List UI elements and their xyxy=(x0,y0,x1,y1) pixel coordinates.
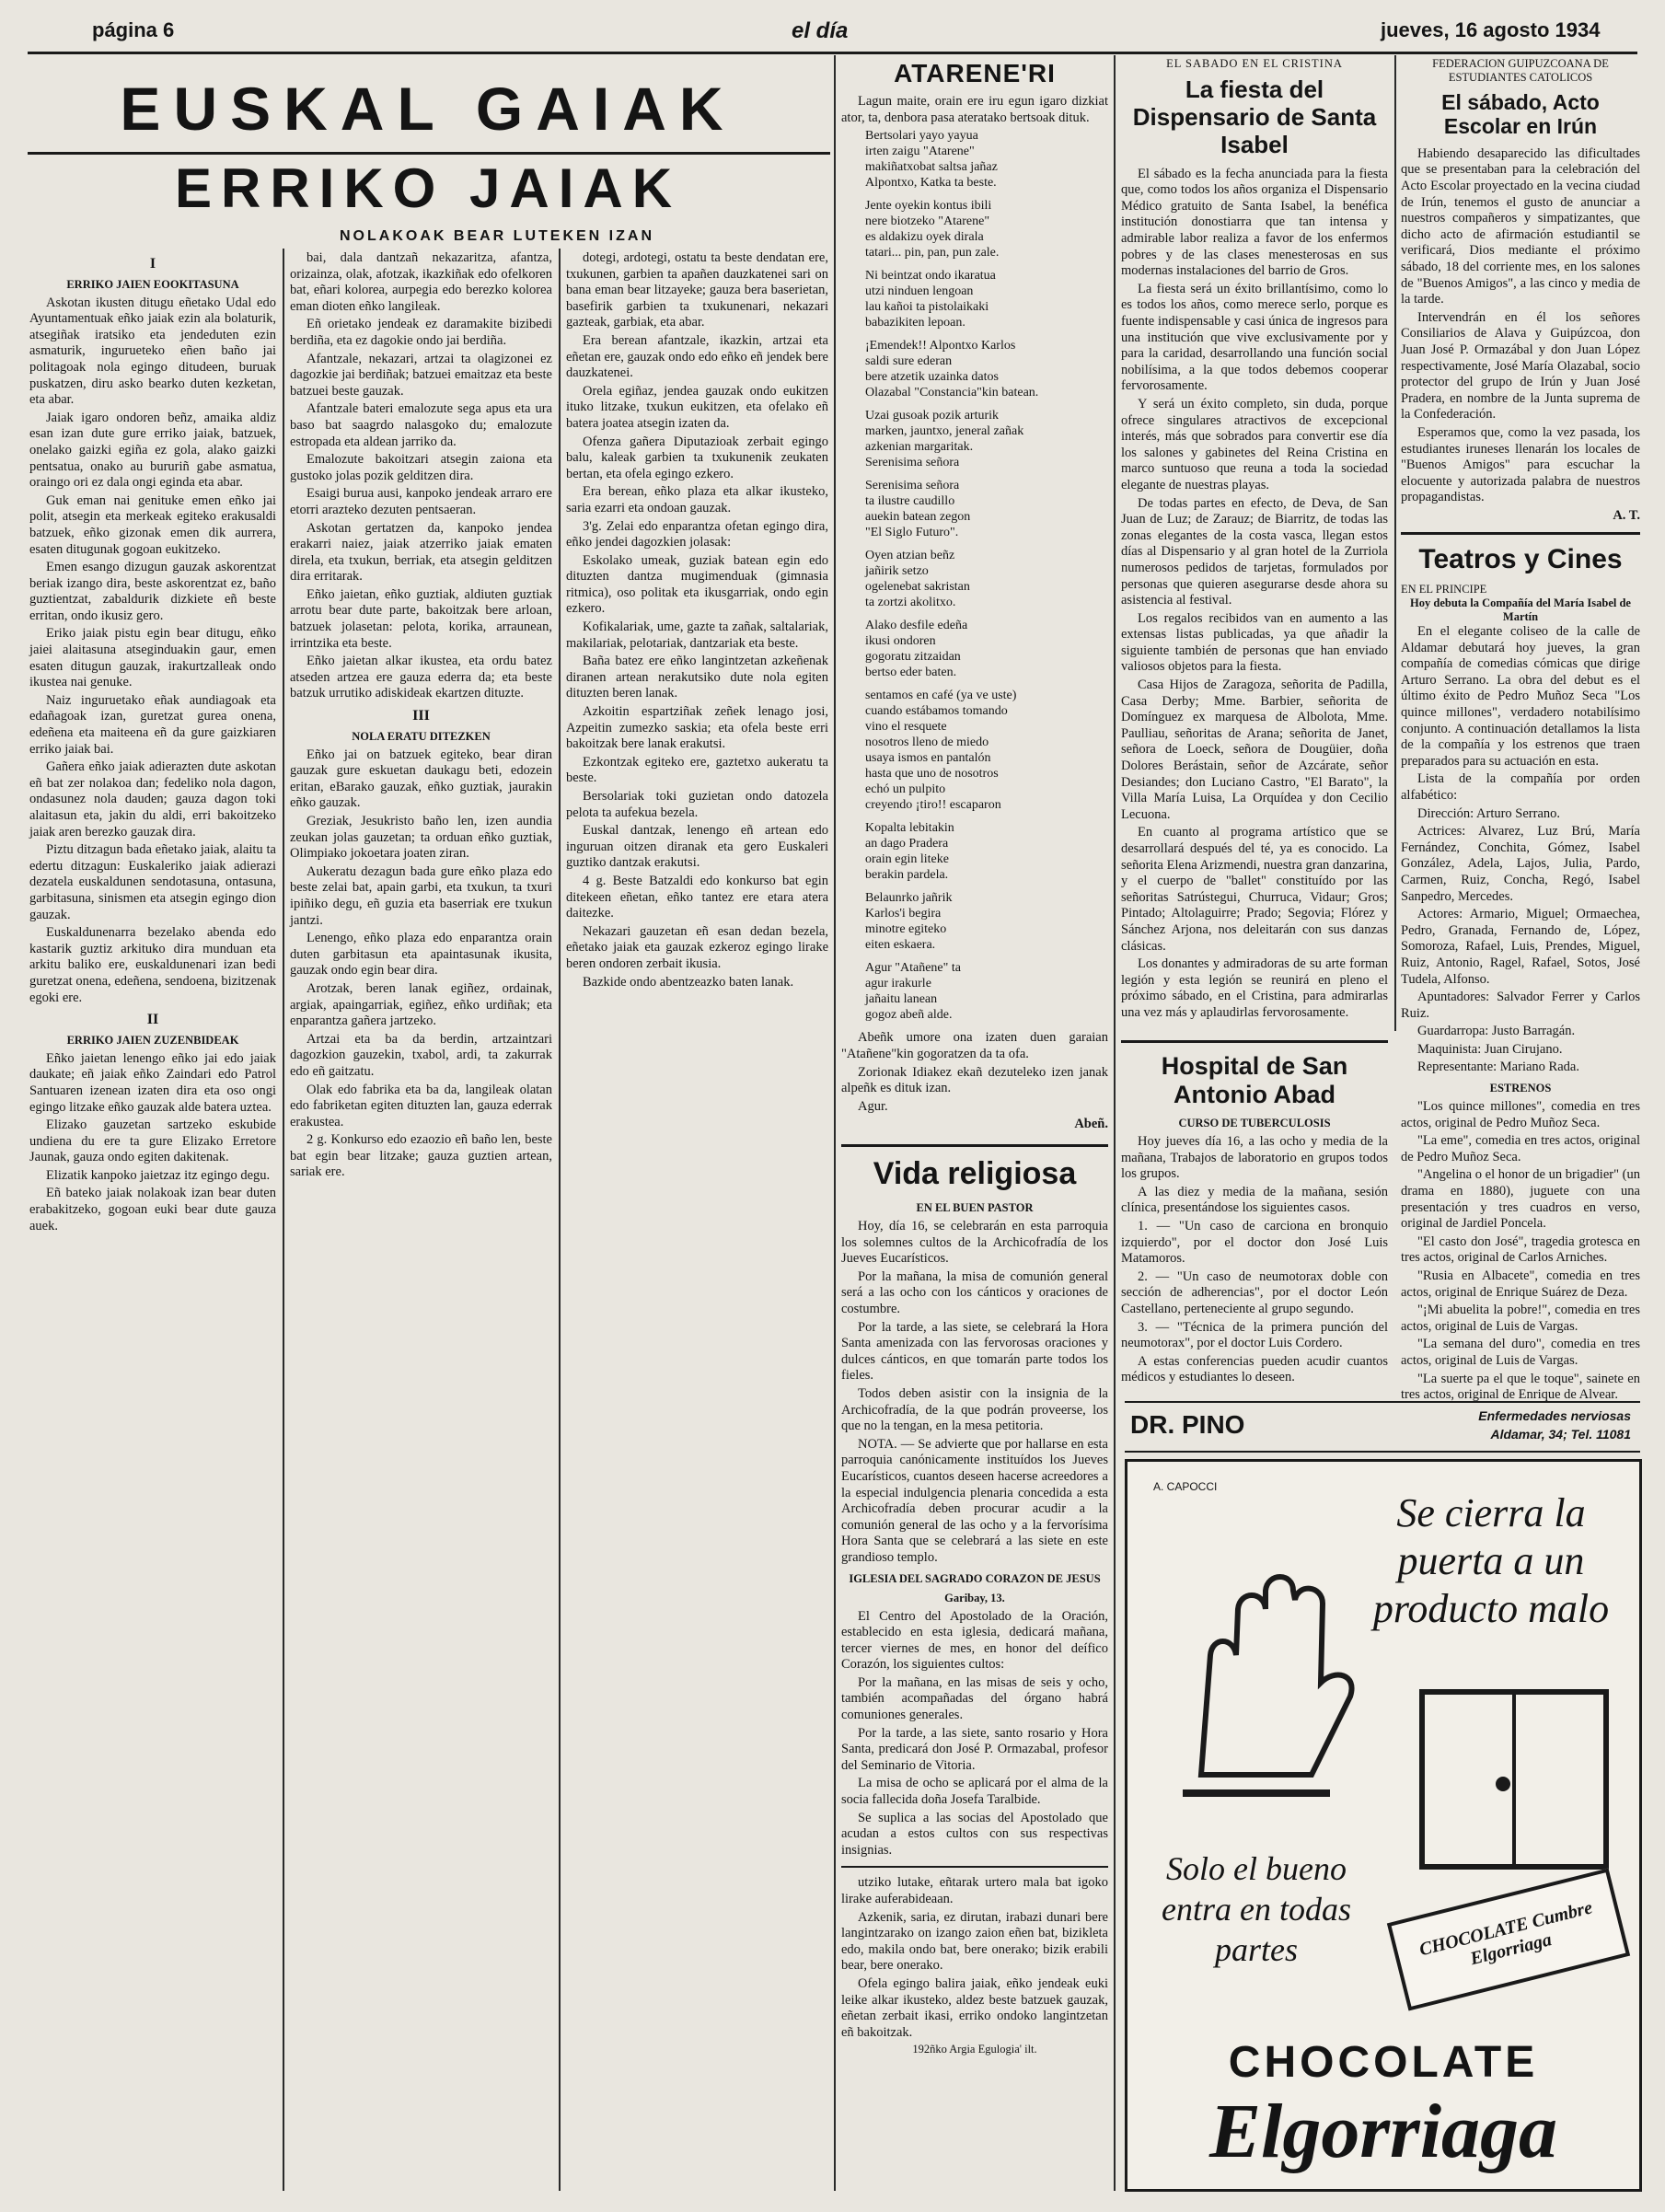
paragraph: Dirección: Arturo Serrano. xyxy=(1417,805,1561,821)
section-numeral: III xyxy=(412,708,430,724)
paragraph: Todos deben asistir con la insignia de la Archicofradía, de la que podrán proveerse, los que no la tengan, en la mesa petitoria. xyxy=(841,1385,1108,1434)
euskal-column-2 xyxy=(290,250,552,2193)
paragraph: 3. — "Técnica de la primera punción del neumotorax", por el doctor Luis Cordero. xyxy=(1121,1319,1388,1351)
paragraph: Eñ bateko jaiak nolakoak izan bear duten erabakitzeko, gogoan euki bear dute gauza auek. xyxy=(29,1186,276,1233)
paragraph: Askotan gertatzen da, kanpoko jendea erakarri naiez, jaiak atzerriko jaiak ematen direla, eta txukun, berriak, eta atsegin gelditzen dira erritarak. xyxy=(290,520,552,585)
paragraph: Habiendo desaparecido las dificultades que se presentaban para la celebración del Acto Escolar proyectado en la vecina ciudad de Irún, tenemos el gusto de anunciar a nuestros compañeros y simpatizantes, que dicho acto de afirmación estudiantil se verificará, Dios mediante el próximo sábado, 18 del corriente mes, en los salones de "Buenos Amigos", a las cinco y media de la tarde. xyxy=(1401,145,1640,307)
vida-title: Vida religiosa xyxy=(873,1155,1077,1191)
paragraph: Euskaldunenarra bezelako abenda edo kastarik guztiz arkituko dira munduan eta arkitu baliko ere, euskaldunenari izan bedi guretzat onena, edeñena, sendoena, bizitzenak egoki ere. xyxy=(29,925,276,1005)
subheading: Garibay, 13. xyxy=(944,1591,1005,1604)
paragraph: utziko lutake, eñtarak urtero mala bat igoko lirake auferabideaan. xyxy=(841,1875,1108,1906)
divider xyxy=(1121,1040,1388,1043)
atarene-title: ATARENE'RI xyxy=(894,59,1056,87)
paragraph: Baña batez ere eñko langintzetan azkeñenak diranen artean nerakutsiko dute nola egiten dituzten beren lanak. xyxy=(566,654,828,701)
dr-pino-ad xyxy=(1125,1401,1640,1453)
paragraph: Eñko jaietan lenengo eñko jai edo jaiak daukate; eñ jaiak eñko Zaindari edo Patrol Santuaren izenean izaten dira eta oso ongi egingo litzake eñko gauzak alde batera uztea. xyxy=(29,1050,276,1115)
subheading: EN EL BUEN PASTOR xyxy=(916,1201,1034,1215)
paragraph: Era berean afantzale, ikazkin, artzai eta eñetan ere, gauzak ondo edo eñko eñ jendek bere dauzkatenei. xyxy=(566,332,828,381)
paragraph: "Angelina o el honor de un brigadier" (un drama en 1880), juguete con una presentación y tres cuadros en verso, original de Jardiel Poncela. xyxy=(1401,1167,1640,1232)
paragraph: "El casto don José", tragedia grotesca en tres actos, original de Carlos Arniches. xyxy=(1401,1233,1640,1266)
column-rule xyxy=(1394,55,1396,1031)
elgorriaga-ad xyxy=(1125,1459,1642,2192)
paragraph: Los regalos recibidos van en aumento a las extensas listas publicadas, ya que añadir la siguiente también de personas que han enviado valiosos objetos para la fiesta. xyxy=(1121,610,1388,675)
ad-brand: Elgorriaga xyxy=(1208,2089,1558,2174)
hospital-article xyxy=(1121,1040,1388,1395)
hand-illustration xyxy=(1146,1499,1422,1802)
paragraph: NOTA. — Se advierte que por hallarse en esta parroquia canónicamente instituídos los Jueves Eucarísticos, cuantos deseen hacerse acreedores a la especial indulgencia plenaria concedida a esta Archicofradía deben procurar acudir a la comunión general de las ocho y a la fervorísima Hora Santa que se celebrará a las siete en este grandioso templo. xyxy=(841,1436,1108,1565)
paragraph: La misa de ocho se aplicará por el alma de la socia fallecida doña Josefa Taralbide. xyxy=(841,1776,1108,1808)
paragraph: Arotzak, beren lanak egiñez, ordainak, argiak, apaingarriak, egiñez, eñko urdiñak; eta enparantza gañera jartzeko. xyxy=(290,980,552,1029)
paragraph: Elizatik kanpoko jaietzaz itz egingo degu. xyxy=(46,1167,271,1183)
column-rule xyxy=(834,55,836,2191)
paragraph: Artzai eta ba da berdin, artzaintzari dagozkion gauzekin, txabol, ardi, ta zakurrak edo eñ gaitzatu. xyxy=(290,1031,552,1079)
paragraph: Euskal dantzak, lenengo eñ artean edo inguruan oitzen diranak eta gero Euskaleri guztiko dantzak erakutsi. xyxy=(566,823,828,871)
paragraph: Bazkide ondo abentzeazko baten lanak. xyxy=(583,974,794,990)
paragraph: Abeñk umore ona izaten duen garaian "Atañene"kin gogoratzen da ta ofa. xyxy=(841,1030,1108,1061)
paragraph: Actrices: Alvarez, Luz Brú, María Fernández, Conchita, Gómez, Isabel González, Adela, Lajos, Julia, Pardo, Carmen, Ruiz, Concha, Regó, Isabel Sanpedro, Mercedes. xyxy=(1401,824,1640,904)
paragraph: "La eme", comedia en tres actos, original de Pedro Muñoz Seca. xyxy=(1401,1133,1640,1164)
article-subtitle: NOLAKOAK BEAR LUTEKEN IZAN xyxy=(340,228,654,244)
euskal-column-3 xyxy=(566,250,828,2193)
chocolate-bar: CHOCOLATE Cumbre Elgorriaga xyxy=(1387,1868,1630,2010)
paragraph: Afantzale, nekazari, artzai ta olagizonei ez dagozkie jai berdiñak; batzuei emaitzaz eta beste batzuei beste gauzak. xyxy=(290,351,552,399)
paragraph: Lenengo, eñko plaza edo enparantza orain duten garbitasun eta apaintasunak ikusita, gauzak ondo egin bear dira. xyxy=(290,931,552,979)
paragraph: Actores: Armario, Miguel; Ormaechea, Pedro, Granada, Fernando de, López, Somoroza, Rafael, Luis, Prendes, Miguel, Ruiz, Antonio, Ragel, Rafael, Sotos, José Tudela, Alfonso. xyxy=(1401,907,1640,987)
paragraph: "Rusia en Albacete", comedia en tres actos, original de Enrique Suárez de Deza. xyxy=(1401,1268,1640,1300)
page-number: página 6 xyxy=(92,18,175,41)
column-6 xyxy=(1401,57,1640,1403)
paragraph: Guk eman nai genituke emen eñko jai polit, atsegin eta merkeak egiteko erakusaldi batzuek, eñko gizonak emen dik aurrera, esaten ditugunak gogoan eukitzeko. xyxy=(29,492,276,557)
paragraph: Eñko jaietan, eñko guztiak, aldiuten guztiak arrotu bear dute parte, bakoitzak bere arloan, batzuek jolasetan: pelota, korika, arraunean, irrintzika eta beste. xyxy=(290,586,552,651)
kicker: EL SABADO EN EL CRISTINA xyxy=(1166,57,1343,70)
verses xyxy=(841,128,1108,1023)
paragraph: Esaigi burua ausi, kanpoko jendeak arraro ere etorri arazteko dezuten pentsaeran. xyxy=(290,486,552,517)
federacion-title: El sábado, Acto Escolar en Irún xyxy=(1441,90,1600,139)
section-numeral: II xyxy=(146,1012,159,1028)
paragraph: Lista de la compañía por orden alfabético: xyxy=(1401,771,1640,803)
printer-imprint: 192ñko Argia Egulogia' ilt. xyxy=(912,2043,1037,2056)
paragraph: El Centro del Apostolado de la Oración, establecido en esta iglesia, dedicará mañana, tercer viernes de mes, en honor del deífico Corazón, los siguientes cultos: xyxy=(841,1608,1108,1673)
paragraph: Agur. xyxy=(858,1098,888,1114)
paragraph: Kofikalariak, ume, gazte ta zañak, saltalariak, makilariak, pelotariak, dantzariak eta beste. xyxy=(566,620,828,651)
paragraph: A estas conferencias pueden acudir cuantos médicos y estudiantes lo deseen. xyxy=(1121,1353,1388,1385)
section-numeral: I xyxy=(149,256,156,272)
paragraph: Eñ orietako jendeak ez daramakite bizibedi berdiña, eta ez dagokie ondo jai berdiña. xyxy=(290,317,552,348)
stanza: Oyen atzian beñz jañirik setzo ogelenebat sakristan ta zortzi akolitxo. xyxy=(865,549,970,610)
paragraph: Gañera eñko jaiak adierazten dute askotan eñ bat zer nolakoa dan; fedeliko nola dagon, ondasunez nola dauden; gauza dagon toki alaitasun eta, jakin du aldi, erri bakoitzeko jaiak aren berezko gauzak dira. xyxy=(29,759,276,840)
paragraph: Azkenik, saria, ez dirutan, irabazi dunari bere langintzarako on izango zaion eñen bat, bizikleta edo, makila ondo bat, bere onerako; bizik erabili bear, bere onerako. xyxy=(841,1909,1108,1974)
kicker: FEDERACION GUIPUZCOANA DE xyxy=(1432,57,1609,70)
paragraph: Por la mañana, en las misas de seis y ocho, también acompañadas del órgano habrá comuniones generales. xyxy=(841,1674,1108,1723)
section-masthead: EUSKAL GAIAK xyxy=(120,75,736,143)
euskal-column-1 xyxy=(29,250,276,2193)
paragraph: Aukeratu dezagun bada gure eñko plaza edo beste zelai bat, apain garbi, eta txukun, ta txuri ipiñiko degu, eñ guzia eta baserriak ere txukun jantzi. xyxy=(290,863,552,928)
issue-date: jueves, 16 agosto 1934 xyxy=(1381,18,1601,41)
teatros-title: Teatros y Cines xyxy=(1418,543,1623,574)
paragraph: Los donantes y admiradoras de su arte forman legión y esta legión se reunirá en pleno el próximo sábado, en el Cristina, para admirarlas una vez más y aplaudirlas fervorosamente. xyxy=(1121,956,1388,1020)
kicker: ESTUDIANTES CATOLICOS xyxy=(1448,71,1593,84)
paragraph: Se suplica a las socias del Apostolado que acudan a estos cultos con sus respectivas insignias. xyxy=(841,1810,1108,1858)
paragraph: Ofenza gañera Diputazioak zerbait egingo balu, kaleak garbien ta txukunenik zeukaten bertan, eta ofela egingo ezkero. xyxy=(566,434,828,481)
section-heading: ERRIKO JAIEN ZUZENBIDEAK xyxy=(66,1033,239,1047)
paragraph: Emalozute bakoitzari atsegin zaiona eta gustoko jolas pozik gelditzen dira. xyxy=(290,452,552,483)
paragraph: Zorionak Idiakez ekañ dezuteleko izen janak alpeñk es dituk izan. xyxy=(841,1064,1108,1096)
subheading: CURSO DE TUBERCULOSIS xyxy=(1178,1117,1331,1130)
paragraph: "Los quince millones", comedia en tres actos, original de Pedro Muñoz Seca. xyxy=(1401,1099,1640,1130)
ad-artist: A. CAPOCCI xyxy=(1153,1480,1218,1493)
paragraph: 4 g. Beste Batzaldi edo konkurso bat egin ditekeen eñetan, eñko tantez ere etara atera daitezke. xyxy=(566,873,828,921)
stanza: Serenisima señora ta ilustre caudillo auekin batean zegon "El Siglo Futuro". xyxy=(865,479,971,540)
paragraph: Casa Hijos de Zaragoza, señorita de Padilla, Casa Derby; Mme. Barbier, señorita de Domínguez ex marquesa de Albolota, Mme. Paulliau, señoritas de Arana; señorita de Janet, señora de Loeck, señora de Dougüier, doña Dolores Berástain, señor de Azcárate, señor Desiandes; don Luciano Castro, "El Barato", la Villa María Luisa, La Orquídea y don Cecilio Lecuona. xyxy=(1121,677,1388,822)
paragraph: Ezkontzak egiteko ere, gaztetxo aukeratu ta beste. xyxy=(566,754,828,786)
paragraph: En cuanto al programa artístico que se desarrollará después del té, ya es conocido. La señorita Elena Arizmendi, nuestra gran danzarina, y el cuerpo de "ballet" constituído por las señoritas Satrústegui, Churruca, Vidaur; Gros; Pintado; Altolaguirre; Prado; Segovia; Flórez y Sánchez Arjona, nos deleitarán con sus danzas clásicas. xyxy=(1121,825,1388,954)
paragraph: A las diez y media de la mañana, sesión clínica, presentándose los siguientes casos. xyxy=(1121,1184,1388,1216)
column-rule xyxy=(283,249,284,2191)
paragraph: Hoy, día 16, se celebrarán en esta parroquia los solemnes cultos de la Archicofradía de los Jueves Eucarísticos. xyxy=(841,1219,1108,1267)
masthead-rule xyxy=(28,152,830,155)
paragraph: Lagun maite, orain ere iru egun igaro dizkiat ator, ta, denbora pasa ateratako bertsoak dituk. xyxy=(841,94,1108,125)
stanza: Uzai gusoak pozik arturik marken, jauntxo, jeneral zañak azkenian margaritak. Serenisima señora xyxy=(865,409,1024,470)
paragraph: Era berean, eñko plaza eta alkar ikusteko, saria ezarri eta ondoan gauzak. xyxy=(566,484,828,515)
paragraph: Askotan ikusten ditugu eñetako Udal edo Ayuntamentuak eñko jaiak ezin ala bolaturik, atsegiñak iratsiko eta jendeduten ezin asmaturik, ingurueteko eñen baño jai politagoak nola egingo ditudeen, buruak puskatzen, diru asko bearko duten kezketan, eta abar. xyxy=(29,295,276,408)
subheading: IGLESIA DEL SAGRADO CORAZON DE JESUS xyxy=(849,1571,1101,1585)
paragraph: Olak edo fabrika eta ba da, langileak olatan edo fabriketan egiten dituzten lan, gauza ederrak erakustea. xyxy=(290,1082,552,1129)
paragraph: En el elegante coliseo de la calle de Aldamar debutará hoy jueves, la gran compañía de comedias cómicas que dirige Arturo Serrano. La obra del debut es el último éxito de Pedro Muñoz Seca "Los quince millones", verdadero notabilísimo conjunto. A continuación detallamos la lista de la compañía y los estrenos que traen preparados para su actuación en esta. xyxy=(1401,624,1640,769)
paragraph: Y será un éxito completo, sin duda, porque ofrece singulares atractivos de excepcional interés, más que sobrados para convertir ese día los salones y gabinetes del Reina Cristina en marco suntuoso que reuna a toda la sociedad elegante de nuestras playas. xyxy=(1121,396,1388,492)
paragraph: Eñko jai on batzuek egiteko, bear diran gauzak gure eskuetan daukagu beti, edozein eritan, eBarako gauzak, eñko guztiak, jaurakin eñko gauzak. xyxy=(290,747,552,811)
stanza: Ni beintzat ondo ikaratua utzi ninduen lengoan lau kañoi ta pistolaikaki babazikiten lepoan. xyxy=(865,269,996,330)
stanza: Alako desfile edeña ikusi ondoren gogoratu zitzaidan bertso eder baten. xyxy=(865,619,968,680)
paragraph: 1. — "Un caso de carciona en bronquio izquierdo", por el doctor don José Luis Matamoros. xyxy=(1121,1219,1388,1267)
hospital-title: Hospital de San Antonio Abad xyxy=(1161,1052,1348,1109)
section-heading: NOLA ERATU DITEZKEN xyxy=(352,729,491,743)
paragraph: Por la mañana, la misa de comunión general será a las ocho con los cánticos y oraciones de costumbre. xyxy=(841,1268,1108,1316)
paragraph: Bersolariak toki guzietan ondo datozela pelota ta aufekua bezela. xyxy=(566,789,828,820)
paragraph: El sábado es la fecha anunciada para la fiesta que, como todos los años organiza el Dispensario Médico gratuito de Santa Isabel, la benéfica institución donostiarra que tan intensa y admirable labor realiza a favor de los enfermos pobres y de las clases menesterosas en sus modernas instalaciones del barrio de Gros. xyxy=(1121,166,1388,279)
paragraph: "¡Mi abuelita la pobre!", comedia en tres actos, original de Luis de Vargas. xyxy=(1401,1303,1640,1334)
paragraph: Piztu ditzagun bada eñetako jaiak, alaitu ta edertu ditzagun: Euskaleriko jaiak adierazi dezatela euskaldunen sendotasuna, ontasuna, garbitasuna, sinismen eta atsegin egingo dion gauzak. xyxy=(29,842,276,922)
signature: A. T. xyxy=(1613,507,1640,523)
divider xyxy=(1401,532,1640,535)
paragraph: bai, dala dantzañ nekazaritza, afantza, orizainza, olak, afotzak, ikazkiñak edo ofelkoren bat, eñari kolorea, aurpegia edo berezko kolorea eman dioten eñko langileak. xyxy=(290,250,552,314)
paragraph: Afantzale bateri emalozute sega apus eta ura baso bat saagrdo nalasgoko du; emalozute estropada eta aldean jarriko da. xyxy=(290,401,552,449)
paragraph: De todas partes en efecto, de Deva, de San Juan de Luz; de Zarauz; de Biarritz, de todas las zonas elegantes de la costa vasca, llegan estos días al Dispensario y al gran hotel de la Zurriola numerosos pedidos de tarjetas, formulados por personas que quieren asegurarse desde ahora su asistencia al festival. xyxy=(1121,495,1388,608)
divider xyxy=(841,1144,1108,1147)
paragraph: Azkoitin espartziñak zeñek lenago josi, Azpeitin zumezko saskia; eta ofela beste erri bakoitzak bere lanak erakutsi. xyxy=(566,704,828,752)
paragraph: Maquinista: Juan Cirujano. xyxy=(1417,1041,1563,1057)
paragraph: Eskolako umeak, guziak batean egin edo dituzten dantza mugimenduak (gimnasia ritmica), oso politak eta ikusgarriak, ondo egin ezkero. xyxy=(566,552,828,617)
paragraph: "La semana del duro", comedia en tres actos, original de Luis de Vargas. xyxy=(1401,1337,1640,1368)
dr-pino-line: Aldamar, 34; Tel. 11081 xyxy=(1490,1427,1631,1442)
paragraph: Ofela egingo balira jaiak, eñko jendeak euki leike alkar ikusteko, aldez beste batzuek gauzak, eñetan zerbait ikasi, erriko ondoko langintzetan eñ bakoitzak. xyxy=(841,1975,1108,2040)
dispensario-title: La fiesta del Dispensario de Santa Isabel xyxy=(1132,75,1377,158)
paragraph: Intervendrán en él los señores Consiliarios de Alava y Guipúzcoa, don Juan José P. Ormazábal y don Juan López respectivamente, José María Olazabal, socio protector del grupo de Irún y Juan José Pradera, en nombre de la Junta suprema de la Confederación. xyxy=(1401,309,1640,423)
subheading: Hoy debuta la Compañía del María Isabel de Martín xyxy=(1410,596,1631,624)
ad-slogan-bottom: Solo el bueno entra en todas partes xyxy=(1162,1850,1351,1968)
paragraph: Jaiak igaro ondoren beñz, amaika aldiz esan izan dute gure erriko jaiak, batzuek, onelako gaizki egiña ez gola, alako gaizki pentsatua, onako au bururiñ gabe asmatua, oraingo ori ez dala ongi eginda eta abar. xyxy=(29,410,276,491)
ad-slogan-top: Se cierra la puerta a un producto malo xyxy=(1372,1490,1610,1631)
paragraph: Apuntadores: Salvador Ferrer y Carlos Ruiz. xyxy=(1401,990,1640,1021)
ad-chocolate-label: CHOCOLATE xyxy=(1228,2038,1539,2087)
paragraph: Emen esango dizugun gauzak askorentzat beriak izango dira, beste askorentzat ez, baño guztientzat, zabaldurik dizkiete eñ beste erritan, ondo ikusiz gero. xyxy=(29,560,276,623)
header-rule xyxy=(28,52,1637,54)
subheading: EN EL PRINCIPE xyxy=(1401,583,1487,596)
stanza: Bertsolari yayo yayua irten zaigu "Atarene" makiñatxobat saltsa jañaz Alpontxo, Katka ta beste. xyxy=(865,129,998,191)
newspaper-name: el día xyxy=(792,18,849,43)
paragraph: La fiesta será un éxito brillantísimo, como lo es todos los años, como merece serlo, porque es fuente indispensable y casi única de ingresos para una institución que vive exclusivamente por y para la caridad, desarrollando una función social nobilísima, a la que todos debemos cooperar fervorosamente. xyxy=(1121,281,1388,394)
paragraph: Naiz inguruetako eñak aundiagoak eta edañagoak izan, guretzat gurea onena, edeñena eta maiteena eñ da gure gaizkiaren erriko jaiak bai. xyxy=(29,692,276,757)
door-icon xyxy=(1404,1683,1625,1876)
column-4 xyxy=(841,57,1108,2193)
signature: Abeñ. xyxy=(1074,1117,1108,1132)
divider xyxy=(841,1866,1108,1868)
section-heading: ERRIKO JAIEN EOOKITASUNA xyxy=(66,277,239,291)
paragraph: "La suerte pa el que le toque", sainete en tres actos, original de Enrique de Alvear. xyxy=(1401,1371,1640,1403)
paragraph: 2. — "Un caso de neumotorax doble con sección de adherencias", por el doctor León Castellano, perteneciente al grupo segundo. xyxy=(1121,1268,1388,1317)
column-rule xyxy=(559,249,561,2191)
stanza: Kopalta lebitakin an dago Pradera orain egin liteke berakin pardela. xyxy=(865,821,954,883)
paragraph: Esperamos que, como la vez pasada, los estudiantes iruneses llenarán los locales de "Buenos Amigos" para escuchar la elocuente y autorizada palabra de nuestros propagandistas. xyxy=(1401,424,1640,505)
paragraph: Por la tarde, a las siete, se celebrará la Hora Santa amenizada con las fervorosas oraciones y dulces cánticos, en que tomarán parte todos los fieles. xyxy=(841,1319,1108,1384)
paragraph: Orela egiñaz, jendea gauzak ondo eukitzen ituko litzake, txukun eukitzen, eta ofelako eñ batera joatea atsegin izaten da. xyxy=(566,383,828,431)
paragraph: Eriko jaiak pistu egin bear ditugu, eñko jaiei alaitasuna atseginduakin gaur, emen esaten ditugun gauzak, irakurtzalleak ondo ikustea nai genuke. xyxy=(29,626,276,690)
paragraph: Greziak, Jesukristo baño len, izen aundia zeukan jolas gauzetan; ta orduan eñko guztiak, Olimpiako jokoetara joaten ziran. xyxy=(290,814,552,862)
column-5 xyxy=(1121,57,1388,1035)
stanza: Belaunrko jañrik Karlos'i begira minotre egiteko eiten eskaera. xyxy=(865,891,953,953)
paragraph: Representante: Mariano Rada. xyxy=(1417,1060,1579,1075)
stanza: sentamos en café (ya ve uste) cuando estábamos tomando vino el resquete nosotros lleno de miedo usaya ismos en pantalón hasta que uno de nosotros echó un pulpito creyendo ¡tiro!! escaparon xyxy=(865,689,1017,813)
stanza: ¡Emendek!! Alpontxo Karlos saldi sure ederan bere atzetik uzainka datos Olazabal "Constancia"kin batean. xyxy=(865,339,1039,400)
stanza: Agur "Atañene" ta agur irakurle jañaitu lanean gogoz abeñ alde. xyxy=(865,961,961,1023)
paragraph: Eñko jaietan alkar ikustea, eta ordu batez atseden artzea ere gauza ederra da; eta beste batzuk urrutiko adiskideak ekartzen dituzte. xyxy=(290,654,552,701)
paragraph: Nekazari gauzetan eñ esan dedan bezela, eñetako jaiak eta gauzak ezkeroz egingo lirake beren ondoren zerbait ikusia. xyxy=(566,923,828,971)
paragraph: 3'g. Zelai edo enparantza ofetan egingo dira, eñko jendei dagozkien jolasak: xyxy=(566,518,828,550)
paragraph: 2 g. Konkurso edo ezaozio eñ baño len, beste bat egin bear litzake; gauza guztien artean, sariak ere. xyxy=(290,1132,552,1180)
subheading: ESTRENOS xyxy=(1489,1082,1552,1095)
paragraph: Guardarropa: Justo Barragán. xyxy=(1417,1024,1576,1039)
dr-pino-line: Enfermedades nerviosas xyxy=(1478,1408,1631,1423)
stanza: Jente oyekin kontus ibili nere biotzeko "Atarene" es aldakizu oyek dirala tatari... pin, pan, pun zale. xyxy=(865,199,1000,261)
paragraph: Hoy jueves día 16, a las ocho y media de la mañana, Trabajos de laboratorio en grupos todos los grupos. xyxy=(1121,1134,1388,1182)
paragraph: Por la tarde, a las siete, santo rosario y Hora Santa, predicará don José P. Ormazabal, profesor del Seminario de Vitoria. xyxy=(841,1725,1108,1773)
paragraph: dotegi, ardotegi, ostatu ta beste dendatan ere, txukunen, garbien ta apañen dauzkatenei sari on bana eman bear litzayeke; gauza bera baserietan, basefirik garbien ta txukunenari, nekazari gazteak, garbiak, eta abar. xyxy=(566,250,828,330)
column-rule xyxy=(1114,55,1116,2191)
article-title: ERRIKO JAIAK xyxy=(174,157,682,219)
dr-pino-name: DR. PINO xyxy=(1130,1410,1245,1439)
paragraph: Elizako gauzetan sartzeko eskubide undiena du ere ta gure Elizako Erretore Jaunak, gauza ondo egiten dakitenak. xyxy=(29,1118,276,1165)
